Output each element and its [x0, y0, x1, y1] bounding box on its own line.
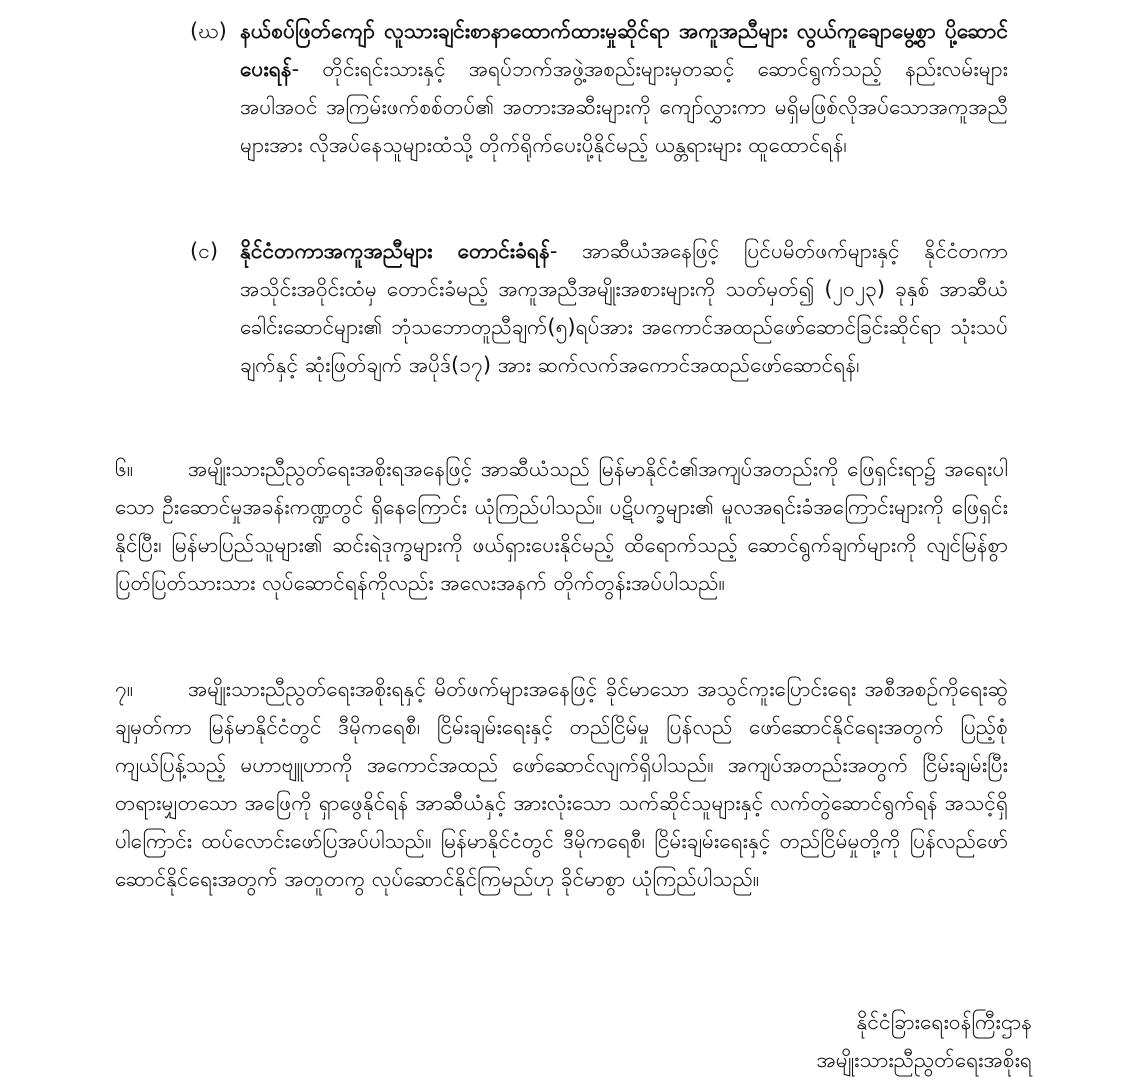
signature-ministry: နိုင်ငံခြားရေးဝန်ကြီးဌာန — [856, 1010, 1032, 1034]
item-marker: (င) — [190, 239, 219, 263]
paragraph-number: ၇။ — [115, 677, 134, 701]
item-body: - အာဆီယံအနေဖြင့် ပြင်ပမိတ်ဖက်များနှင့် နိုင်ငံတကာ အသိုင်းအဝိုင်းထံမှ တောင်းခံမည့် အကူအညီအမျိုးအစားများကို သတ်မှတ်၍ (၂၀၂၃) ခုနှစ် အာဆီယံခေါင်းဆောင်များ၏ ဘုံသဘောတူညီချက်(၅)ရပ်အား အကောင်အထည်ဖော်ဆောင်ခြင်းဆိုင်ရာ သုံးသပ်ချက်နှင့် ဆုံးဖြတ်ချက် အပိုဒ်(၁၇) အား ဆက်လက်အကောင်အထည်ဖော်ဆောင်ရန်၊ — [240, 239, 1008, 377]
item-marker: (ဃ) — [190, 19, 227, 43]
paragraph — [115, 670, 1008, 898]
signature-government: အမျိုးသားညီညွတ်ရေးအစိုးရ — [816, 1048, 1032, 1072]
list-item — [240, 12, 1008, 164]
paragraph-text: အမျိုးသားညီညွတ်ရေးအစိုးရအနေဖြင့် အာဆီယံသည် မြန်မာနိုင်ငံ၏အကျပ်အတည်းကို ဖြေရှင်းရာ၌ အရေးပါသော ဦးဆောင်မှုအခန်းကဏ္ဍတွင် ရှိနေကြောင်း ယုံကြည်ပါသည်။ ပဋိပက္ခများ၏ မူလအရင်းခံအကြောင်းများကို ဖြေရှင်းနိုင်ပြီး၊ မြန်မာပြည်သူများ၏ ဆင်းရဲဒုက္ခများကို ဖယ်ရှားပေးနိုင်မည့် ထိရောက်သည့် ဆောင်ရွက်ချက်များကို လျင်မြန်စွာ ပြတ်ပြတ်သားသား လုပ်ဆောင်ရန်ကိုလည်း အလေးအနက် တိုက်တွန်းအပ်ပါသည်။ — [115, 457, 1008, 595]
paragraph-number: ၆။ — [115, 457, 134, 481]
paragraph-text: အမျိုးသားညီညွတ်ရေးအစိုးရနှင့် မိတ်ဖက်များအနေဖြင့် ခိုင်မာသော အသွင်ကူးပြောင်းရေး အစီအစဉ်ကိုရေးဆွဲချမှတ်ကာ မြန်မာနိုင်ငံတွင် ဒီမိုကရေစီ၊ ငြိမ်းချမ်းရေးနှင့် တည်ငြိမ်မှု ပြန်လည် ဖော်ဆောင်နိုင်ရေးအတွက် ပြည့်စုံကျယ်ပြန့်သည့် မဟာဗျူဟာကို အကောင်အထည် ဖော်ဆောင်လျက်ရှိပါသည်။ အကျပ်အတည်းအတွက် ငြိမ်းချမ်းပြီး တရားမျှတသော အဖြေကို ရှာဖွေနိုင်ရန် အာဆီယံနှင့် အားလုံးသော သက်ဆိုင်သူများနှင့် လက်တွဲဆောင်ရွက်ရန် အသင့်ရှိပါကြောင်း ထပ်လောင်းဖော်ပြအပ်ပါသည်။ မြန်မာနိုင်ငံတွင် ဒီမိုကရေစီ၊ ငြိမ်းချမ်းရေးနှင့် တည်ငြိမ်မှုတို့ကို ပြန်လည်ဖော်ဆောင်နိုင်ရေးအတွက် အတူတကွ လုပ်ဆောင်နိုင်ကြမည်ဟု ခိုင်မာစွာ ယုံကြည်ပါသည်။ — [115, 677, 1008, 891]
item-body: - တိုင်းရင်းသားနှင့် အရပ်ဘက်အဖွဲ့အစည်းများမှတဆင့် ဆောင်ရွက်သည့် နည်းလမ်းများအပါအဝင် အကြမ်းဖက်စစ်တပ်၏ အတားအဆီးများကို ကျော်လွှားကာ မရှိမဖြစ်လိုအပ်သောအကူအညီများအား လိုအပ်နေသူများထံသို့ တိုက်ရိုက်ပေးပို့နိုင်မည့် ယန္တရားများ ထူထောင်ရန်၊ — [240, 57, 1008, 157]
paragraph — [115, 450, 1008, 602]
item-heading: နယ်စပ်ဖြတ်ကျော် လူသားချင်းစာနာထောက်ထားမှုဆိုင်ရာ အကူအညီများ လွယ်ကူချောမွေ့စွာ ပို့ဆောင်ပေးရန် — [240, 19, 1008, 81]
item-heading: နိုင်ငံတကာအကူအညီများ တောင်းခံရန် — [240, 239, 550, 263]
list-item — [240, 232, 1008, 384]
